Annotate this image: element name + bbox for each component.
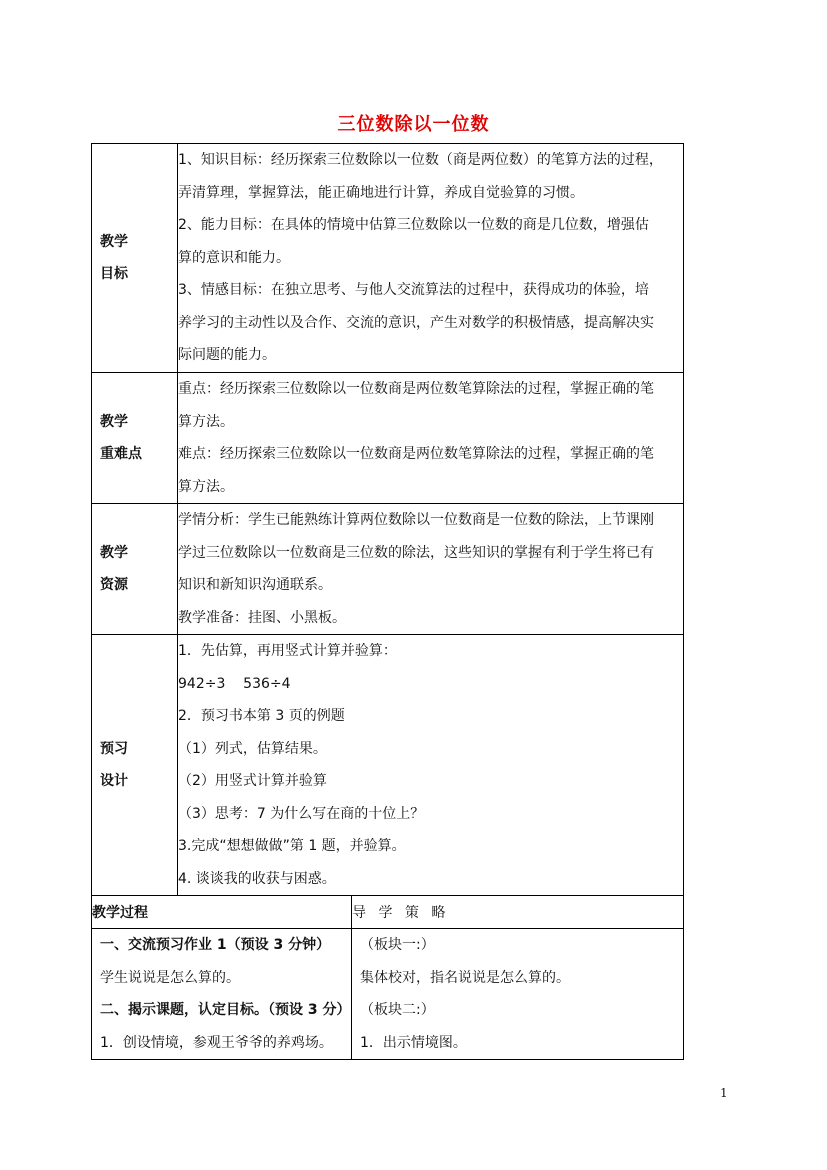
preview-line: 2．预习书本第 3 页的例题 bbox=[178, 708, 345, 724]
preview-design-row bbox=[92, 635, 684, 896]
key-points-content bbox=[178, 373, 684, 504]
preview-design-content bbox=[178, 635, 684, 896]
page-title: 三位数除以一位数 bbox=[337, 114, 490, 135]
process-header-right: 导 学 策 略 bbox=[352, 896, 684, 929]
page-number: 1 bbox=[720, 1086, 728, 1100]
preview-line: （2）用竖式计算并验算 bbox=[178, 773, 327, 789]
preview-design-label: 预习 设计 bbox=[100, 741, 128, 789]
key-points-label-cell bbox=[92, 373, 178, 504]
process-left-line: 1．创设情境，参观王爷爷的养鸡场。 bbox=[100, 1034, 333, 1051]
resource-line: 知识和新知识沟通联系。 bbox=[178, 577, 332, 593]
goal-line: 算的意识和能力。 bbox=[178, 249, 290, 266]
preview-design-label-cell bbox=[92, 635, 178, 896]
lesson-plan-table bbox=[91, 143, 684, 1060]
key-line: 算方法。 bbox=[178, 413, 234, 430]
key-line: 算方法。 bbox=[178, 478, 234, 495]
process-left-line: 二、揭示课题，认定目标。（预设 3 分） bbox=[100, 1002, 351, 1018]
teaching-resources-row bbox=[92, 504, 684, 635]
goal-line: 弄清算理，掌握算法，能正确地进行计算，养成自觉验算的习惯。 bbox=[178, 184, 584, 201]
process-header-left: 教学过程 bbox=[92, 896, 352, 929]
teaching-resources-content bbox=[178, 504, 684, 635]
preview-line: 1．先估算，再用竖式计算并验算： bbox=[178, 643, 397, 659]
key-line: 重点：经历探索三位数除以一位数商是两位数笔算除法的过程，掌握正确的笔 bbox=[178, 381, 654, 397]
process-header-row bbox=[92, 896, 684, 929]
goal-line: 1、知识目标：经历探索三位数除以一位数（商是两位数）的笔算方法的过程， bbox=[178, 152, 663, 169]
goal-line: 2、能力目标：在具体的情境中估算三位数除以一位数的商是几位数，增强估 bbox=[178, 217, 649, 234]
teaching-resources-label-cell bbox=[92, 504, 178, 635]
teaching-goals-label: 教学 目标 bbox=[100, 234, 128, 282]
resource-line: 学情分析：学生已能熟练计算两位数除以一位数商是一位数的除法，上节课刚 bbox=[178, 512, 654, 528]
teaching-goals-row bbox=[92, 144, 684, 373]
process-left-cell bbox=[92, 929, 352, 1060]
resource-line: 学过三位数除以一位数商是三位数的除法，这些知识的掌握有利于学生将已有 bbox=[178, 544, 654, 561]
preview-line: 942÷3 536÷4 bbox=[178, 675, 291, 692]
process-right-line: （板块二:） bbox=[360, 1002, 435, 1018]
teaching-goals-label-cell bbox=[92, 144, 178, 373]
process-left-line: 一、交流预习作业 1（预设 3 分钟） bbox=[100, 937, 331, 953]
process-left-line: 学生说说是怎么算的。 bbox=[100, 969, 240, 986]
process-right-cell bbox=[352, 929, 684, 1060]
process-right-line: 集体校对，指名说说是怎么算的。 bbox=[360, 969, 570, 986]
teaching-goals-content bbox=[178, 144, 684, 373]
preview-line: 4. 谈谈我的收获与困惑。 bbox=[178, 870, 336, 887]
preview-line: 3.完成“想想做做”第 1 题，并验算。 bbox=[178, 838, 406, 854]
teaching-resources-label: 教学 资源 bbox=[100, 545, 128, 593]
process-right-line: 1．出示情境图。 bbox=[360, 1034, 467, 1051]
process-right-line: （板块一:） bbox=[360, 937, 435, 953]
goal-line: 3、情感目标：在独立思考、与他人交流算法的过程中，获得成功的体验，培 bbox=[178, 282, 649, 299]
process-row bbox=[92, 929, 684, 1060]
key-line: 难点：经历探索三位数除以一位数商是两位数笔算除法的过程，掌握正确的笔 bbox=[178, 446, 654, 462]
key-points-row bbox=[92, 373, 684, 504]
preview-line: （1）列式，估算结果。 bbox=[178, 740, 327, 757]
goal-line: 养学习的主动性以及合作、交流的意识，产生对数学的积极情感，提高解决实 bbox=[178, 314, 654, 331]
preview-line: （3）思考：7 为什么写在商的十位上？ bbox=[178, 805, 425, 822]
key-points-label: 教学 重难点 bbox=[100, 414, 142, 462]
resource-line: 教学准备：挂图、小黑板。 bbox=[178, 609, 346, 626]
goal-line: 际问题的能力。 bbox=[178, 347, 276, 364]
